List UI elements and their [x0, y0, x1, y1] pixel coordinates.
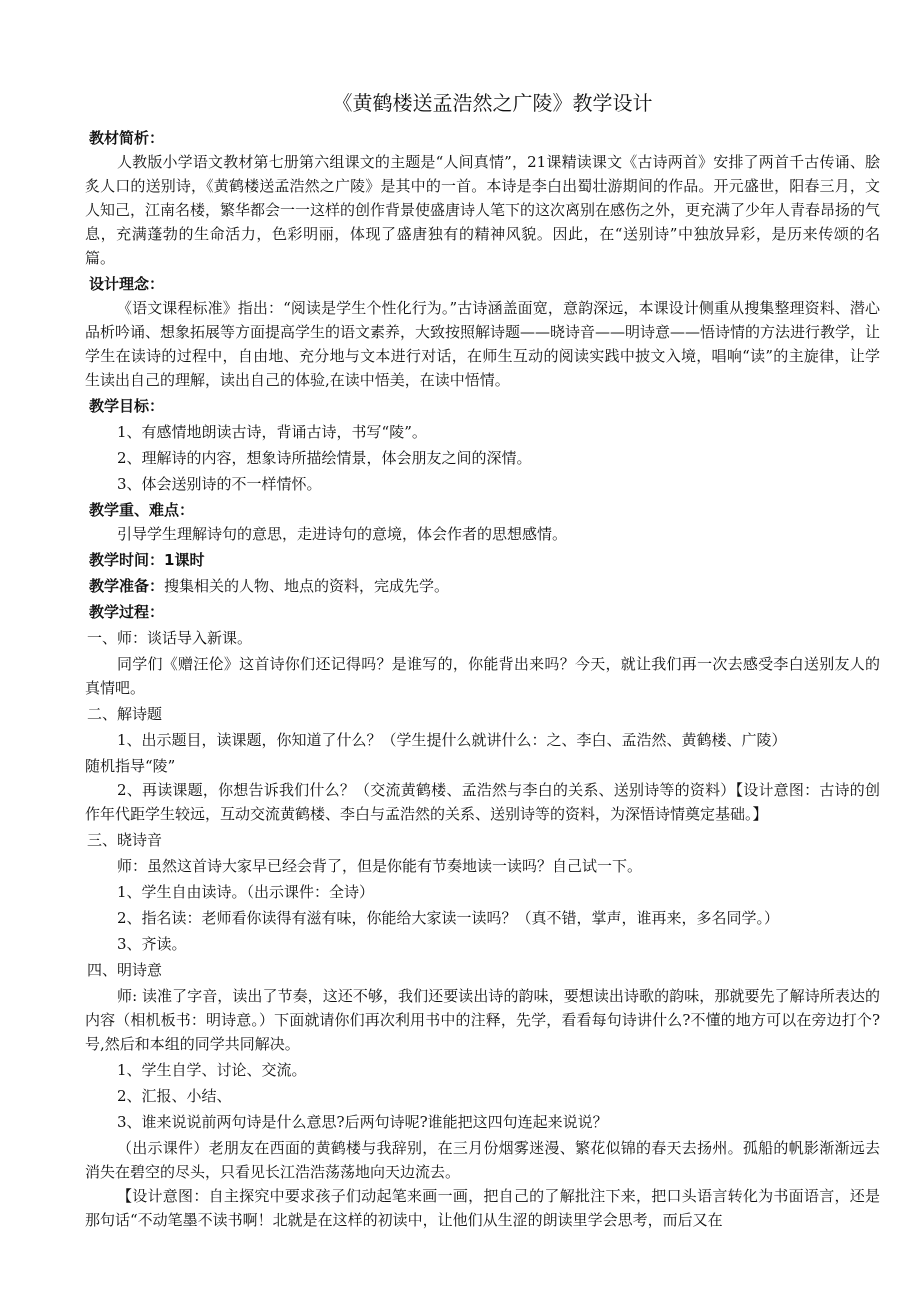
poem-meaning-intro: 师: 读准了字音，读出了节奏，这还不够，我们还要读出诗的韵味，要想读出诗歌的韵味，那就要先了解诗所表达的内容（相机板书：明诗意。）下面就请你们再次利用书中的注释，先学，看看每句诗讲什么?不懂的地方可以在旁边打个?号,然后和本组的同学共同解决。: [85, 987, 880, 1053]
key-points-text: 引导学生理解诗句的意思，走进诗句的意境，体会作者的思想感情。: [117, 525, 568, 543]
heading-key-points: 教学重、难点：: [89, 501, 195, 519]
intro-text: 同学们《赠汪伦》这首诗你们还记得吗？是谁写的，你能背出来吗？今天，就让我们再一次去感受李白送别友人的真情吧。: [85, 655, 880, 697]
heading-teaching-time: 教学时间：: [89, 551, 165, 569]
explain-title-item: 1、出示题目，读课题，你知道了什么？（学生提什么就讲什么：之、李白、孟浩然、黄鹤楼、广陵）: [117, 731, 787, 749]
design-concept-text: 《语文课程标准》指出：“阅读是学生个性化行为。”古诗涵盖面宽，意韵深远，本课设计侧重从搜集整理资料、潜心品析吟诵、想象拓展等方面提高学生的语文素养，大致按照解诗题——晓诗音——明诗意——悟诗情的方法进行教学，让学生在读诗的过程中，自由地、充分地与文本进行对话，在师生互动的阅读实践中披文入境，唱响“读”的主旋律，让学生读出自己的理解，读出自己的体验,在读中悟美，在读中悟情。: [85, 299, 881, 389]
teaching-prep-value: 搜集相关的人物、地点的资料，完成先学。: [164, 577, 450, 595]
section-title-intro: 一、师：谈话导入新课。: [87, 629, 253, 647]
section-title-poem-sound: 三、晓诗音: [87, 831, 163, 849]
design-note-text: 【设计意图：自主探究中要求孩子们动起笔来画一画，把自己的了解批注下来，把口头语言转化为书面语言，还是那句话“不动笔墨不读书啊！北就是在这样的初读中，让他们从生涩的朗读里学会思考，而后又在: [85, 1187, 880, 1229]
document-page: [85, 88, 880, 1232]
goal-item: 3、体会送别诗的不一样情怀。: [117, 475, 322, 493]
poem-sound-intro: 师：虽然这首诗大家早已经会背了，但是你能有节奏地读一读吗？自己试一下。: [117, 857, 643, 875]
goal-item: 1、有感情地朗读古诗，背诵古诗，书写“陵”。: [117, 423, 427, 441]
explain-title-item-2: 2、再读课题，你想告诉我们什么？（交流黄鹤楼、孟浩然与李白的关系、送别诗等的资料）【设计意图：古诗的创作年代距学生较远，互动交流黄鹤楼、李白与孟浩然的关系、送别诗等的资料，为深悟诗情奠定基础。】: [85, 781, 880, 823]
explain-title-guide: 随机指导“陵”: [85, 757, 176, 775]
courseware-text: （出示课件）老朋友在西面的黄鹤楼与我辞别，在三月份烟雾迷漫、繁花似锦的春天去扬州。孤船的帆影渐渐远去消失在碧空的尽头，只看见长江浩浩荡荡地向天边流去。: [85, 1139, 880, 1181]
teaching-prep-line: [89, 574, 880, 598]
heading-textbook-analysis: 教材简析：: [89, 129, 165, 147]
heading-teaching-prep: 教学准备：: [89, 577, 165, 595]
section-title-explain-title: 二、解诗题: [87, 705, 163, 723]
heading-teaching-goals: 教学目标：: [89, 397, 165, 415]
teaching-time-value: 1课时: [164, 551, 205, 569]
goal-item: 2、理解诗的内容，想象诗所描绘情景，体会朋友之间的深情。: [117, 449, 532, 467]
poem-meaning-item: 3、谁来说说前两句诗是什么意思?后两句诗呢?谁能把这四句连起来说说？: [117, 1113, 608, 1131]
heading-design-concept: 设计理念：: [89, 275, 165, 293]
section-title-poem-meaning: 四、明诗意: [87, 961, 163, 979]
poem-sound-item: 3、齐读。: [117, 935, 187, 953]
heading-teaching-process: 教学过程：: [89, 603, 165, 621]
poem-meaning-item: 2、汇报、小结、: [117, 1087, 232, 1105]
textbook-analysis-text: 人教版小学语文教材第七册第六组课文的主题是“人间真情”，21课精读课文《古诗两首》安排了两首千古传诵、脍炙人口的送别诗，《黄鹤楼送孟浩然之广陵》是其中的一首。本诗是李白出蜀壮游期间的作品。开元盛世，阳春三月，文人知己，江南名楼，繁华都会一一这样的创作背景使盛唐诗人笔下的这次离别在感伤之外，更充满了少年人青春昂扬的气息，充满蓬勃的生命活力，色彩明丽，体现了盛唐独有的精神风貌。因此，在“送别诗”中独放异彩，是历来传颂的名篇。: [85, 153, 881, 267]
poem-sound-item: 1、学生自由读诗。（出示课件：全诗）: [117, 883, 375, 901]
poem-meaning-item: 1、学生自学、讨论、交流。: [117, 1061, 307, 1079]
poem-sound-item: 2、指名读：老师看你读得有滋有味，你能给大家读一读吗？（真不错，掌声，谁再来，多名同学。）: [117, 909, 780, 927]
teaching-time-line: [89, 548, 880, 572]
document-title: 《黄鹤楼送孟浩然之广陵》教学设计: [332, 91, 653, 115]
